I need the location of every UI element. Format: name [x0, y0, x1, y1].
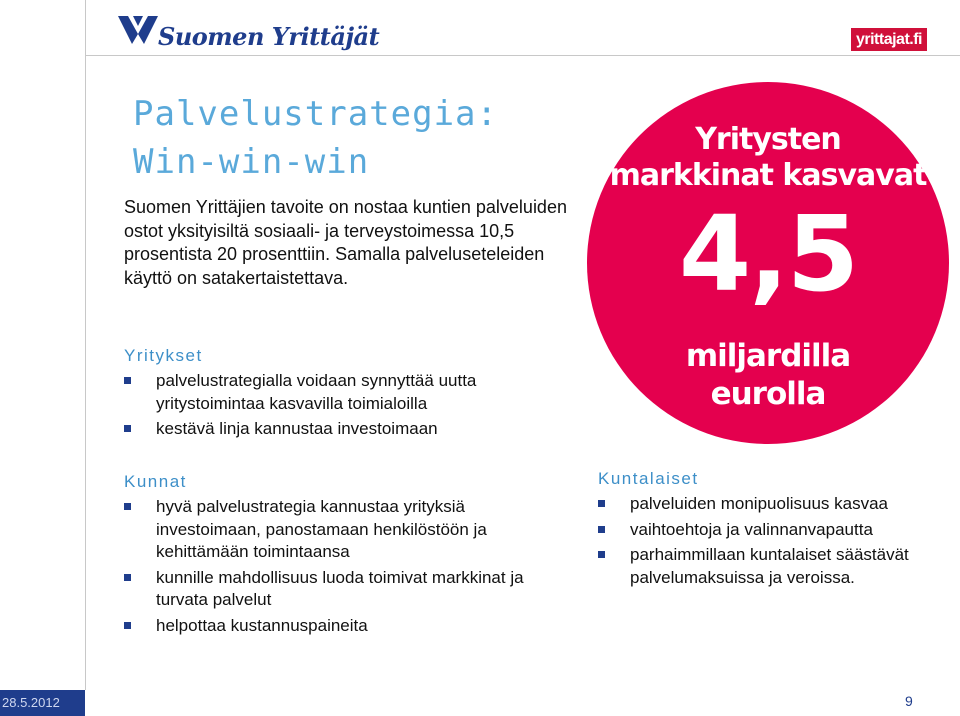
section-kunnat	[124, 472, 564, 640]
square-bullet-icon	[598, 551, 605, 558]
section-kuntalaiset	[598, 469, 938, 592]
section-heading: Kunnat	[124, 472, 187, 491]
square-bullet-icon	[124, 574, 131, 581]
list-item	[124, 370, 564, 415]
list-item	[124, 615, 564, 638]
square-bullet-icon	[124, 503, 131, 510]
header-rule	[85, 55, 960, 56]
list-item-text: kestävä linja kannustaa investoimaan	[156, 419, 438, 438]
square-bullet-icon	[598, 526, 605, 533]
list-item-text: palveluiden monipuolisuus kasvaa	[630, 494, 888, 513]
vertical-rule	[85, 0, 86, 690]
list-item-text: helpottaa kustannuspaineita	[156, 615, 368, 635]
circle-line-2: markkinat kasvavat	[609, 158, 927, 193]
title-line-1: Palvelustrategia:	[133, 94, 498, 134]
title-line-2: Win-win-win	[133, 142, 370, 182]
circle-number: 4,5	[678, 193, 858, 315]
section-yritykset	[124, 346, 564, 444]
intro-paragraph: Suomen Yrittäjien tavoite on nostaa kuntien palveluiden ostot yksityisiltä sosiaali- ja terveystoimessa 10,5 prosentista 20 prosenttiin. Samalla palveluseteleiden käyttö on satakertaistettava.	[124, 197, 567, 288]
section-heading: Yritykset	[124, 346, 203, 365]
square-bullet-icon	[124, 622, 131, 629]
bullet-list	[598, 493, 938, 589]
circle-line-1: Yritysten	[695, 122, 841, 157]
market-growth-circle	[587, 82, 949, 444]
list-item	[598, 493, 938, 516]
list-item	[124, 418, 564, 441]
list-item	[598, 544, 938, 589]
section-heading: Kuntalaiset	[598, 469, 699, 488]
page-number: 9	[905, 693, 913, 709]
list-item	[124, 567, 564, 612]
bullet-list	[124, 370, 564, 441]
square-bullet-icon	[124, 377, 131, 384]
list-item-text: hyvä palvelustrategia kannustaa yrityksiä investoimaan, panostamaan henkilöstöön ja kehittämään toimintaansa	[156, 497, 487, 561]
list-item-text: kunnille mahdollisuus luoda toimivat markkinat ja turvata palvelut	[156, 567, 524, 609]
list-item	[598, 519, 938, 542]
list-item-text: vaihtoehtoja ja valinnanvapautta	[630, 519, 873, 539]
circle-line-4: miljardilla	[685, 338, 851, 374]
circle-line-5: eurolla	[710, 376, 826, 412]
list-item	[124, 496, 564, 564]
square-bullet-icon	[598, 500, 605, 507]
footer-date: 28.5.2012	[0, 690, 85, 716]
suomen-yrittajat-logo-icon	[116, 14, 160, 48]
list-item-text: palvelustrategialla voidaan synnyttää uutta yritystoimintaa kasvavilla toimialoilla	[156, 371, 477, 413]
logo-text: Suomen Yrittäjät	[158, 22, 380, 51]
slide-title	[133, 90, 498, 186]
list-item-text: parhaimmillaan kuntalaiset säästävät palvelumaksuissa ja veroissa.	[630, 545, 909, 587]
square-bullet-icon	[124, 425, 131, 432]
bullet-list	[124, 496, 564, 637]
site-badge: yrittajat.fi	[851, 28, 927, 51]
